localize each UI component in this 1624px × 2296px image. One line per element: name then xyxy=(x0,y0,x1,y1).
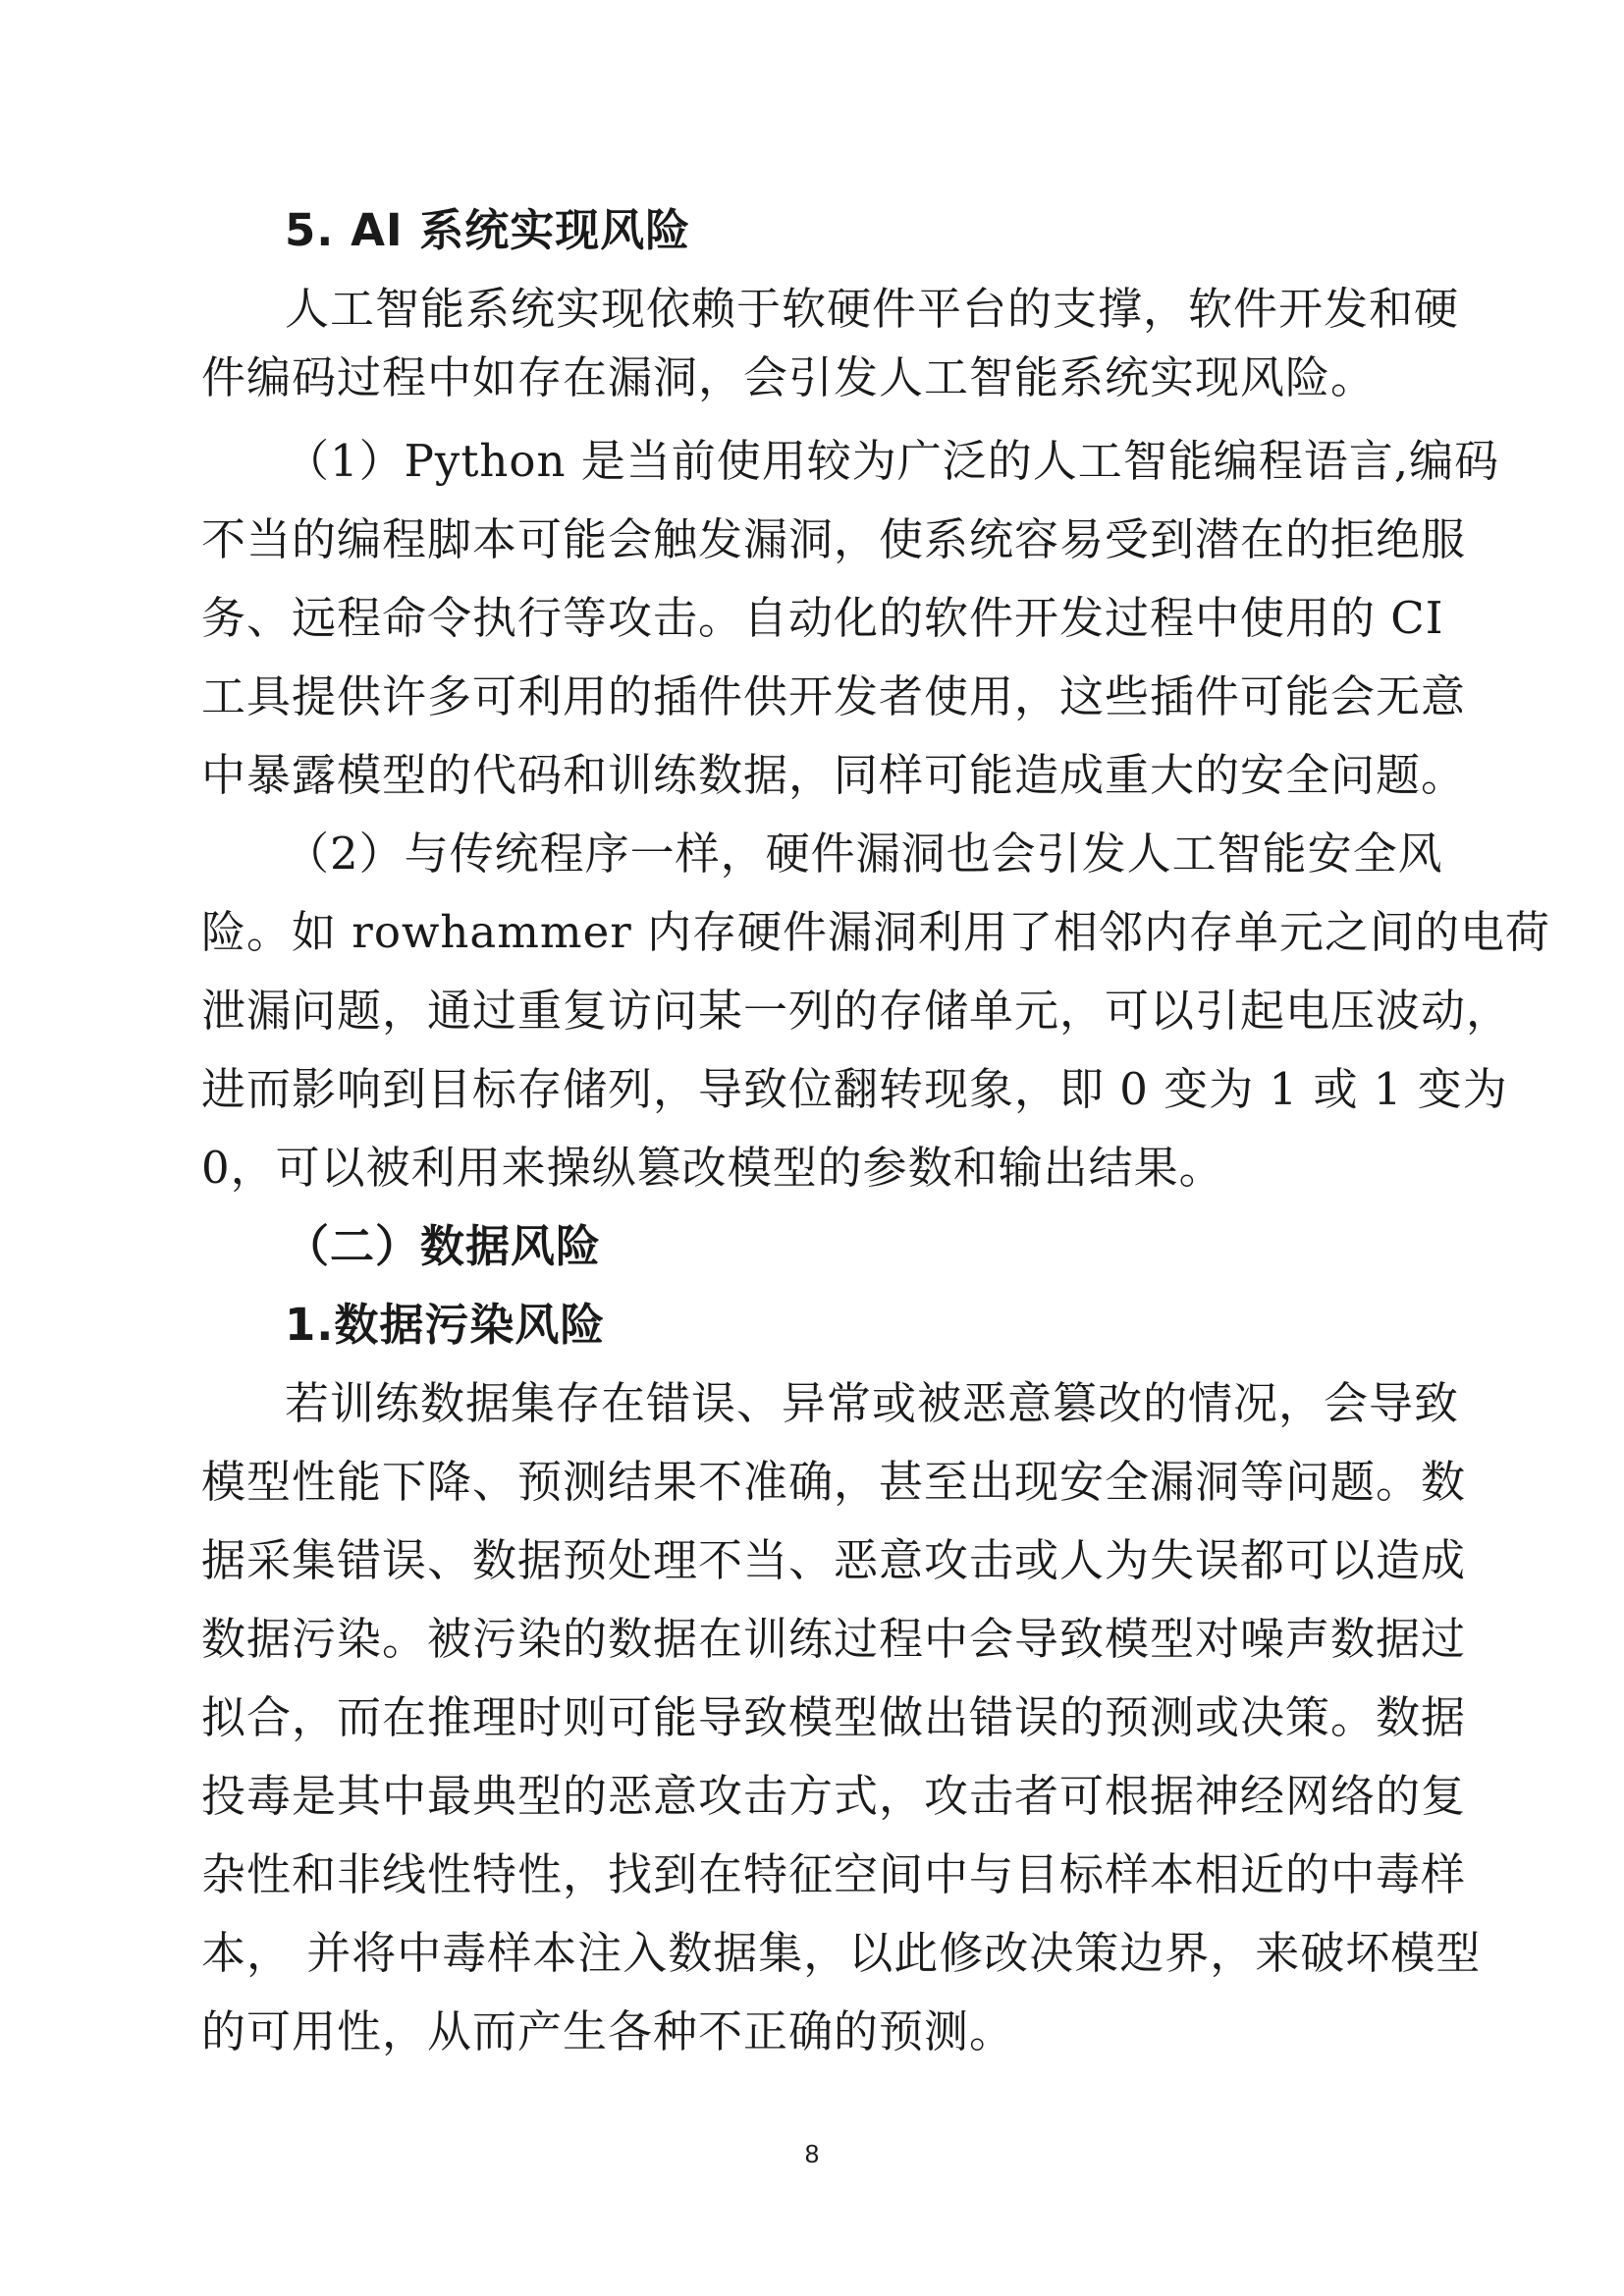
subsection-heading: 1.数据污染风险 xyxy=(285,1299,606,1351)
list-item-line: （2）与传统程序一样，硬件漏洞也会引发人工智能安全风 xyxy=(285,828,1443,880)
section-heading: 5. AI 系统实现风险 xyxy=(285,204,691,256)
list-item-line: （1）Python 是当前使用较为广泛的人工智能编程语言,编码 xyxy=(285,435,1500,487)
paragraph-line: 投毒是其中最典型的恶意攻击方式，攻击者可根据神经网络的复 xyxy=(201,1770,1467,1822)
list-item-line: 泄漏问题，通过重复访问某一列的存储单元，可以引起电压波动， xyxy=(201,985,1512,1037)
list-item-line: 不当的编程脚本可能会触发漏洞，使系统容易受到潜在的拒绝服 xyxy=(201,513,1467,565)
list-item-line: 中暴露模型的代码和训练数据，同样可能造成重大的安全问题。 xyxy=(201,749,1467,801)
list-item-line: 工具提供许多可利用的插件供开发者使用，这些插件可能会无意 xyxy=(201,670,1467,722)
paragraph-line: 人工智能系统实现依赖于软硬件平台的支撑，软件开发和硬 xyxy=(285,283,1460,335)
list-item-line: 进而影响到目标存储列，导致位翻转现象，即 0 变为 1 或 1 变为 xyxy=(201,1063,1508,1115)
paragraph-line: 杂性和非线性特性，找到在特征空间中与目标样本相近的中毒样 xyxy=(201,1848,1467,1900)
paragraph-line: 若训练数据集存在错误、异常或被恶意篡改的情况，会导致 xyxy=(285,1377,1460,1429)
list-item-line: 务、远程命令执行等攻击。自动化的软件开发过程中使用的 CI xyxy=(201,592,1444,644)
paragraph-line: 本， 并将中毒样本注入数据集，以此修改决策边界，来破坏模型 xyxy=(201,1927,1482,1979)
section-heading: （二）数据风险 xyxy=(285,1220,602,1272)
page-number: 8 xyxy=(804,2139,820,2168)
paragraph-line: 模型性能下降、预测结果不准确，甚至出现安全漏洞等问题。数 xyxy=(201,1456,1467,1508)
paragraph-line: 件编码过程中如存在漏洞，会引发人工智能系统实现风险。 xyxy=(201,351,1377,403)
paragraph-line: 拟合，而在推理时则可能导致模型做出错误的预测或决策。数据 xyxy=(201,1691,1467,1743)
paragraph-line: 的可用性，从而产生各种不正确的预测。 xyxy=(201,2005,1015,2057)
paragraph-line: 据采集错误、数据预处理不当、恶意攻击或人为失误都可以造成 xyxy=(201,1534,1467,1586)
list-item-line: 0，可以被利用来操纵篡改模型的参数和输出结果。 xyxy=(201,1142,1224,1194)
list-item-line: 险。如 rowhammer 内存硬件漏洞利用了相邻内存单元之间的电荷 xyxy=(201,906,1551,958)
paragraph-line: 数据污染。被污染的数据在训练过程中会导致模型对噪声数据过 xyxy=(201,1613,1467,1665)
